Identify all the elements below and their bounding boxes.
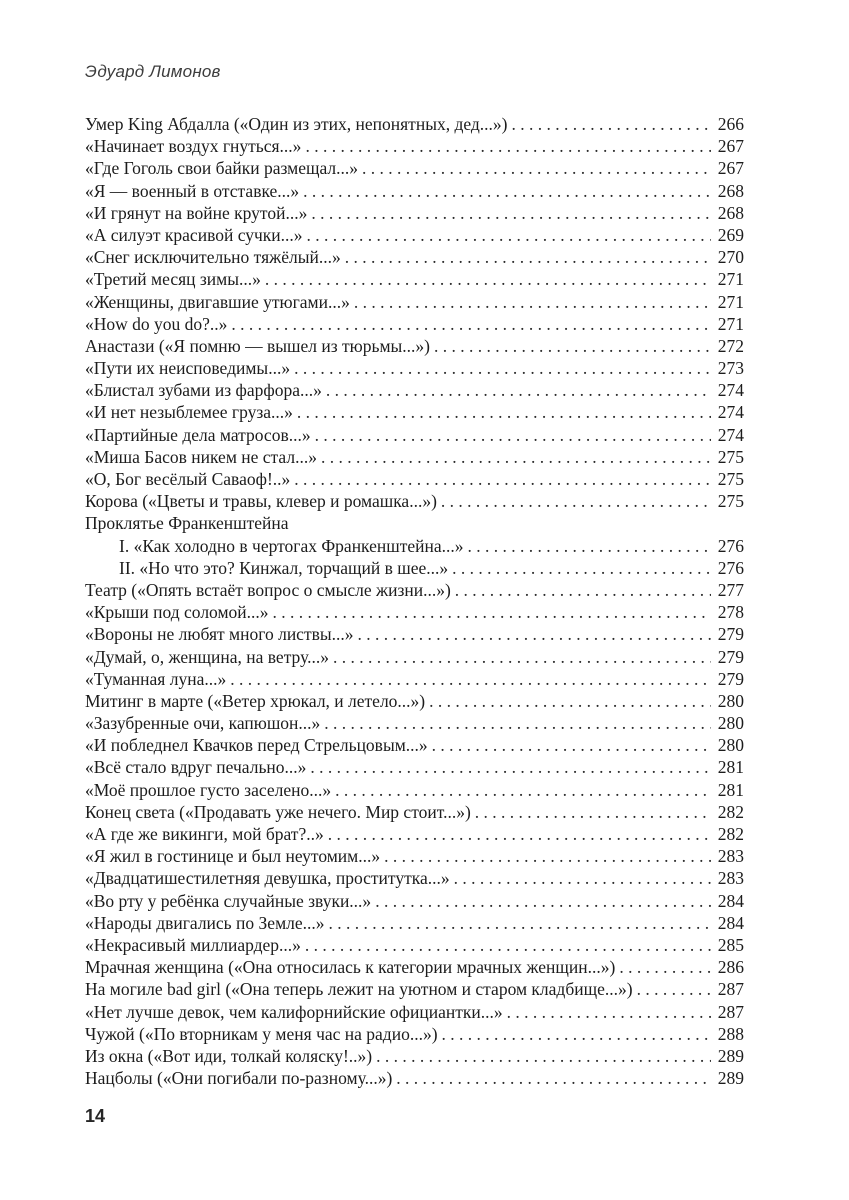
toc-entry-page: 289 (717, 1068, 744, 1089)
dot-leader (265, 268, 711, 290)
toc-entry (85, 912, 744, 934)
toc-entry-page: 268 (717, 180, 744, 201)
dot-leader (375, 890, 711, 912)
dot-leader (454, 867, 711, 889)
toc-entry-title: «Во рту у ребёнка случайные звуки...» (85, 890, 372, 911)
toc-entry (85, 180, 744, 202)
toc-entry (85, 1023, 744, 1045)
toc-entry-page: 281 (717, 757, 744, 778)
toc-entry-title: Мрачная женщина («Она относилась к категории мрачных женщин...») (85, 957, 616, 978)
toc-entry-page: 274 (717, 402, 744, 423)
dot-leader (311, 202, 711, 224)
dot-leader (432, 734, 711, 756)
toc-entry-page: 283 (717, 846, 744, 867)
toc-entry (85, 512, 744, 534)
toc-entry (85, 335, 744, 357)
dot-leader (512, 113, 712, 135)
toc-entry-page: 267 (717, 136, 744, 157)
toc-entry-title: «Я жил в гостинице и был неутомим...» (85, 846, 381, 867)
dot-leader (434, 335, 711, 357)
toc-entry-page: 279 (717, 668, 744, 689)
toc-entry-title: Нацболы («Они погибали по-разному...») (85, 1068, 393, 1089)
toc-entry-page: 282 (717, 824, 744, 844)
toc-entry-title: «Вороны не любят много листвы...» (85, 624, 354, 645)
toc-entry-page: 284 (717, 912, 744, 933)
toc-entry-page: 275 (717, 446, 744, 467)
dot-leader (305, 934, 711, 956)
toc-entry-page: 274 (717, 380, 744, 401)
dot-leader (294, 468, 711, 490)
toc-entry-title: «Начинает воздух гнуться...» (85, 136, 302, 157)
toc-entry (85, 579, 744, 601)
toc-entry (85, 424, 744, 446)
dot-leader (619, 956, 711, 978)
toc-entry-page: 271 (717, 291, 744, 312)
dot-leader (333, 646, 711, 668)
dot-leader (345, 246, 711, 268)
toc-entry-page: 288 (717, 1023, 744, 1044)
toc-entry (85, 468, 744, 490)
toc-entry (85, 668, 744, 690)
toc-entry (85, 601, 744, 623)
toc-entry-title: «Третий месяц зимы...» (85, 269, 261, 290)
toc-entry-page: 286 (717, 957, 744, 978)
toc-entry (85, 779, 744, 801)
toc-entry-title: Митинг в марте («Ветер хрюкал, и летело...») (85, 690, 426, 711)
toc-entry-title: «Я — военный в отставке...» (85, 180, 300, 201)
dot-leader (468, 535, 711, 557)
dot-leader (329, 912, 711, 934)
toc-entry (85, 291, 744, 313)
toc-entry-title: «Снег исключительно тяжёлый...» (85, 247, 341, 268)
toc-entry-title: «А где же викинги, мой брат?..» (85, 824, 324, 844)
toc-entry-page: 273 (717, 358, 744, 379)
toc-entry-title: «А силуэт красивой сучки...» (85, 224, 303, 245)
toc-entry-title: Проклятье Франкенштейна (85, 513, 289, 534)
toc-entry (85, 202, 744, 224)
toc-entry (85, 113, 744, 135)
toc-entry-page: 271 (717, 313, 744, 334)
dot-leader (362, 157, 711, 179)
dot-leader (303, 180, 711, 202)
toc-entry-page: 280 (717, 690, 744, 711)
dot-leader (442, 1023, 711, 1045)
toc-entry-title: «Женщины, двигавшие утюгами...» (85, 291, 350, 312)
toc-entry (85, 623, 744, 645)
toc-entry-title: «Двадцатишестилетняя девушка, проститутка...» (85, 868, 450, 889)
dot-leader (358, 623, 712, 645)
toc-entry (85, 934, 744, 956)
toc-entry-title: «Всё стало вдруг печально...» (85, 757, 307, 778)
toc-entry-title: «Туманная луна...» (85, 668, 227, 689)
toc-entry (85, 313, 744, 335)
toc-entry-title: I. «Как холодно в чертогах Франкенштейна...» (119, 535, 464, 556)
toc-entry (85, 956, 744, 978)
toc-entry (85, 557, 744, 579)
dot-leader (310, 756, 711, 778)
toc-entry-page: 268 (717, 202, 744, 223)
page-number: 14 (85, 1106, 106, 1126)
toc-entry (85, 890, 744, 912)
toc-entry-title: «Блистал зубами из фарфора...» (85, 380, 322, 401)
toc-entry-title: Анастази («Я помню — вышел из тюрьмы...») (85, 335, 431, 356)
toc-entry-page: 289 (717, 1045, 744, 1066)
toc-entry-title: «Где Гоголь свои байки размещал...» (85, 158, 358, 179)
toc-entry-page: 266 (717, 114, 744, 134)
dot-leader (455, 579, 711, 601)
toc-entry (85, 646, 744, 668)
toc-entry-page: 275 (717, 469, 744, 489)
dot-leader (294, 357, 711, 379)
table-of-contents (85, 113, 744, 1089)
toc-entry-title: «Моё прошлое густо заселено...» (85, 779, 332, 800)
toc-entry-page: 284 (717, 890, 744, 911)
toc-entry-title: Чужой («По вторникам у меня час на радио...») (85, 1023, 438, 1044)
dot-leader (297, 401, 711, 423)
toc-entry (85, 801, 744, 823)
toc-entry-page: 287 (717, 1001, 744, 1022)
toc-entry (85, 157, 744, 179)
toc-entry (85, 690, 744, 712)
dot-leader (637, 978, 711, 1000)
running-header-author: Эдуард Лимонов (85, 62, 221, 81)
dot-leader (396, 1067, 711, 1089)
dot-leader (328, 823, 711, 845)
toc-entry (85, 1045, 744, 1067)
toc-entry (85, 224, 744, 246)
toc-entry-title: II. «Но что это? Кинжал, торчащий в шее...» (119, 557, 449, 578)
dot-leader (507, 1001, 711, 1023)
toc-entry-title: «И нет незыблемее груза...» (85, 402, 293, 423)
toc-entry-page: 269 (717, 224, 744, 245)
toc-entry-page: 272 (717, 335, 744, 356)
toc-entry-page: 275 (717, 491, 744, 512)
dot-leader (429, 690, 711, 712)
toc-entry-title: На могиле bad girl («Она теперь лежит на уютном и старом кладбище...») (85, 979, 633, 1000)
toc-entry-page: 267 (717, 158, 744, 179)
toc-entry-title: «Думай, о, женщина, на ветру...» (85, 646, 329, 667)
toc-entry-page: 276 (717, 557, 744, 578)
toc-entry (85, 823, 744, 845)
dot-leader (230, 668, 711, 690)
toc-entry-title: «Нет лучше девок, чем калифорнийские официантки...» (85, 1001, 503, 1022)
toc-entry (85, 357, 744, 379)
toc-entry (85, 1001, 744, 1023)
toc-entry-title: «И грянут на войне крутой...» (85, 202, 308, 223)
toc-entry (85, 756, 744, 778)
toc-entry-title: Из окна («Вот иди, толкай коляску!..») (85, 1045, 373, 1066)
toc-entry (85, 135, 744, 157)
toc-entry (85, 268, 744, 290)
toc-entry-title: «Пути их неисповедимы...» (85, 358, 291, 379)
toc-entry-page: 279 (717, 624, 744, 645)
toc-entry (85, 712, 744, 734)
toc-entry-page: 276 (717, 535, 744, 556)
toc-entry (85, 246, 744, 268)
toc-entry-title: «Миша Басов никем не стал...» (85, 446, 317, 467)
dot-leader (335, 779, 711, 801)
toc-entry-title: Театр («Опять встаёт вопрос о смысле жизни...») (85, 579, 451, 600)
toc-entry-title: «И побледнел Квачков перед Стрельцовым...» (85, 735, 428, 756)
dot-leader (324, 712, 711, 734)
toc-entry-title: «Народы двигались по Земле...» (85, 912, 325, 933)
toc-entry-page: 285 (717, 934, 744, 955)
toc-entry-title: Умер King Абдалла («Один из этих, непонятных, дед...») (85, 114, 508, 134)
toc-entry-page: 281 (717, 779, 744, 800)
toc-entry-page: 271 (717, 269, 744, 290)
toc-entry-page: 280 (717, 713, 744, 734)
toc-entry-title: «Некрасивый миллиардер...» (85, 934, 301, 955)
dot-leader (231, 313, 711, 335)
toc-entry-page: 287 (717, 979, 744, 1000)
dot-leader (307, 224, 711, 246)
toc-entry (85, 401, 744, 423)
toc-entry-page: 277 (717, 579, 744, 600)
toc-entry-page: 279 (717, 646, 744, 667)
dot-leader (452, 557, 711, 579)
toc-entry-title: Корова («Цветы и травы, клевер и ромашка...») (85, 491, 437, 512)
toc-entry-page: 280 (717, 735, 744, 756)
dot-leader (376, 1045, 711, 1067)
dot-leader (441, 490, 711, 512)
toc-entry (85, 867, 744, 889)
dot-leader (315, 424, 711, 446)
dot-leader (354, 291, 711, 313)
toc-entry-title: «Зазубренные очи, капюшон...» (85, 713, 321, 734)
toc-entry (85, 490, 744, 512)
dot-leader (475, 801, 711, 823)
toc-entry (85, 845, 744, 867)
toc-entry (85, 1067, 744, 1089)
toc-entry-title: «How do you do?..» (85, 313, 228, 334)
dot-leader (273, 601, 711, 623)
toc-entry-title: Конец света («Продавать уже нечего. Мир стоит...») (85, 801, 471, 822)
dot-leader (321, 446, 711, 468)
toc-entry-title: «Крыши под соломой...» (85, 602, 269, 623)
toc-entry-page: 278 (717, 602, 744, 623)
dot-leader (305, 135, 711, 157)
toc-entry (85, 379, 744, 401)
toc-entry-page: 274 (717, 424, 744, 445)
toc-entry (85, 446, 744, 468)
toc-entry (85, 535, 744, 557)
toc-entry-page: 270 (717, 247, 744, 268)
toc-entry-page: 283 (717, 868, 744, 889)
dot-leader (384, 845, 711, 867)
toc-entry (85, 978, 744, 1000)
toc-entry (85, 734, 744, 756)
toc-entry-page: 282 (717, 801, 744, 822)
toc-entry-title: «О, Бог весёлый Саваоф!..» (85, 469, 291, 489)
toc-entry-title: «Партийные дела матросов...» (85, 424, 311, 445)
dot-leader (326, 379, 711, 401)
